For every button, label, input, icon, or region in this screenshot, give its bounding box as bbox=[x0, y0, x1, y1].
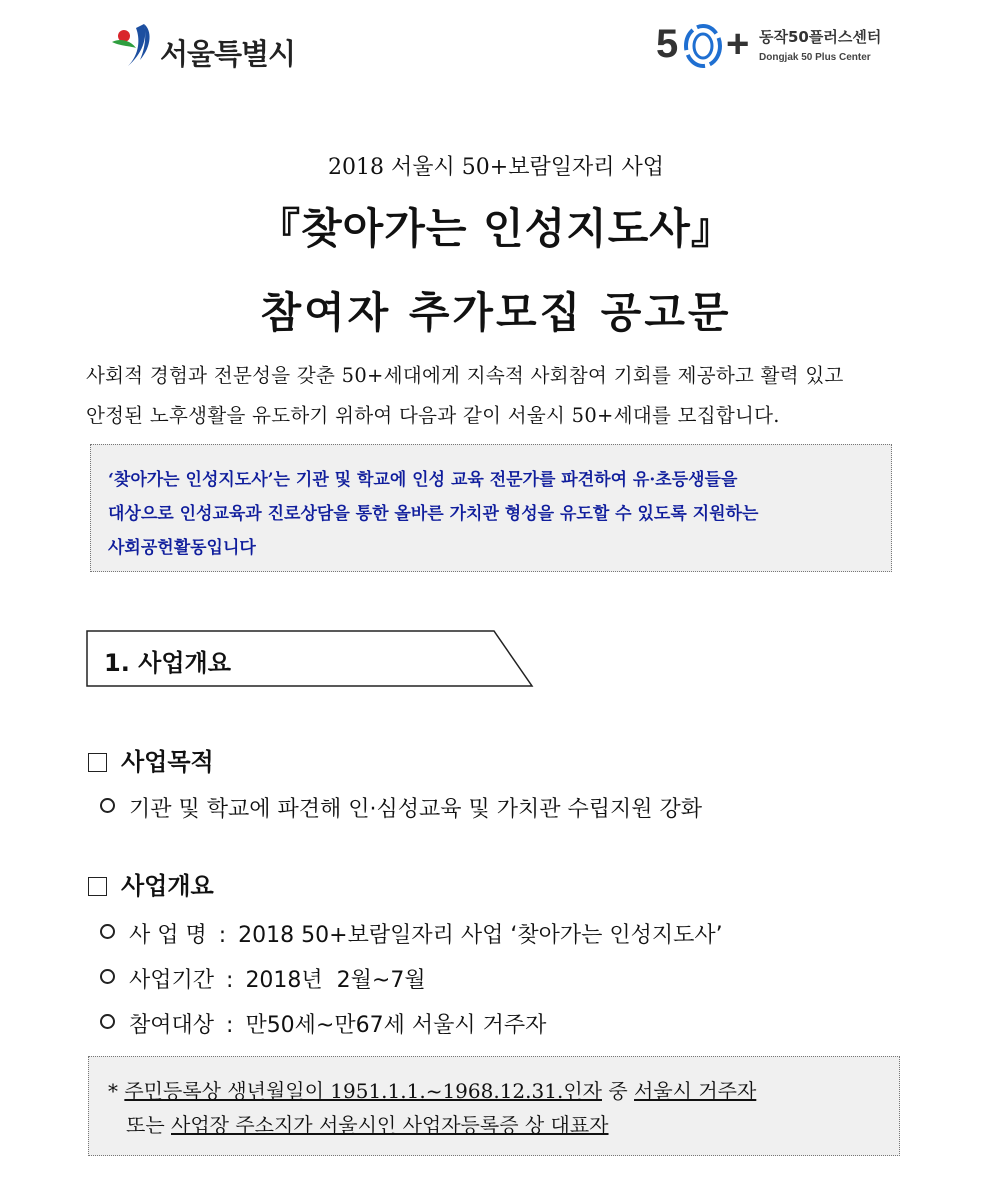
overview-item-label: 참여대상 bbox=[129, 1013, 215, 1038]
overview-item-separator: : bbox=[226, 1013, 234, 1038]
seoul-emblem-icon bbox=[110, 18, 158, 70]
purpose-heading-label: 사업목적 bbox=[121, 748, 214, 776]
section-title: 1. 사업개요 bbox=[104, 649, 231, 677]
overview-heading bbox=[88, 866, 214, 901]
section-heading-tab bbox=[86, 630, 534, 692]
note-asterisk: * bbox=[108, 1079, 118, 1103]
intro-paragraph-line2: 안정된 노후생활을 유도하기 위하여 다음과 같이 서울시 50+세대를 모집합니다. bbox=[86, 404, 780, 427]
note-or: 또는 bbox=[126, 1113, 165, 1137]
zero-ring-icon bbox=[682, 22, 724, 70]
overview-item-target bbox=[100, 1008, 546, 1039]
highlight-line3: 사회공헌활동입니다 bbox=[108, 538, 256, 558]
dongjak-50plus-center-logo bbox=[656, 20, 896, 76]
overview-item-label: 사 업 명 bbox=[129, 923, 207, 948]
highlight-line2: 대상으로 인성교육과 진로상담을 통한 올바른 가치관 형성을 유도할 수 있도록 지원하는 bbox=[108, 504, 759, 524]
eligibility-note-box bbox=[88, 1056, 900, 1156]
circle-bullet-icon bbox=[100, 969, 115, 984]
note-residence: 서울시 거주자 bbox=[634, 1079, 757, 1103]
note-conjunction: 중 bbox=[608, 1079, 628, 1103]
purpose-item bbox=[100, 792, 702, 823]
purpose-heading bbox=[88, 742, 214, 777]
circle-bullet-icon bbox=[100, 1014, 115, 1029]
note-birthdate-range: 주민등록상 생년월일이 1951.1.1.~1968.12.31.인자 bbox=[124, 1079, 602, 1103]
document-title-line2: 참여자 추가모집 공고문 bbox=[260, 288, 732, 337]
seoul-city-logo bbox=[110, 18, 320, 74]
overview-item-value: 만50세~만67세 서울시 거주자 bbox=[245, 1013, 547, 1038]
circle-bullet-icon bbox=[100, 924, 115, 939]
highlight-line1: ‘찾아가는 인성지도사’는 기관 및 학교에 인성 교육 전문가를 파견하여 유·초등생들을 bbox=[108, 470, 738, 490]
note-line2 bbox=[126, 1109, 609, 1138]
seoul-logo-text: 서울특별시 bbox=[160, 37, 296, 71]
overview-item-period bbox=[100, 963, 426, 994]
purpose-item-text: 기관 및 학교에 파견해 인·심성교육 및 가치관 수립지원 강화 bbox=[129, 797, 702, 822]
center-name-english: Dongjak 50 Plus Center bbox=[759, 52, 871, 63]
center-name-korean: 동작50플러스센터 bbox=[759, 28, 882, 46]
center-logo-number: 5 bbox=[656, 22, 677, 66]
overview-item-value: 2018 50+보람일자리 사업 ‘찾아가는 인성지도사’ bbox=[238, 923, 723, 948]
center-logo-plus: + bbox=[726, 22, 750, 66]
overview-item-separator: : bbox=[226, 968, 234, 993]
note-line1 bbox=[108, 1075, 756, 1104]
circle-bullet-icon bbox=[100, 798, 115, 813]
overview-item-label: 사업기간 bbox=[129, 968, 215, 993]
square-bullet-icon bbox=[88, 877, 107, 896]
overview-item-separator: : bbox=[218, 923, 227, 948]
document-subtitle: 2018 서울시 50+보람일자리 사업 bbox=[328, 155, 664, 180]
overview-heading-label: 사업개요 bbox=[121, 872, 214, 900]
square-bullet-icon bbox=[88, 753, 107, 772]
overview-item-name bbox=[100, 918, 723, 949]
overview-item-value: 2018년 2월~7월 bbox=[245, 968, 426, 993]
intro-paragraph-line1: 사회적 경험과 전문성을 갖춘 50+세대에게 지속적 사회참여 기회를 제공하고 활력 있고 bbox=[86, 364, 844, 387]
document-title-line1: 『찾아가는 인성지도사』 bbox=[258, 204, 734, 253]
note-business-owner: 사업장 주소지가 서울시인 사업자등록증 상 대표자 bbox=[171, 1113, 609, 1137]
